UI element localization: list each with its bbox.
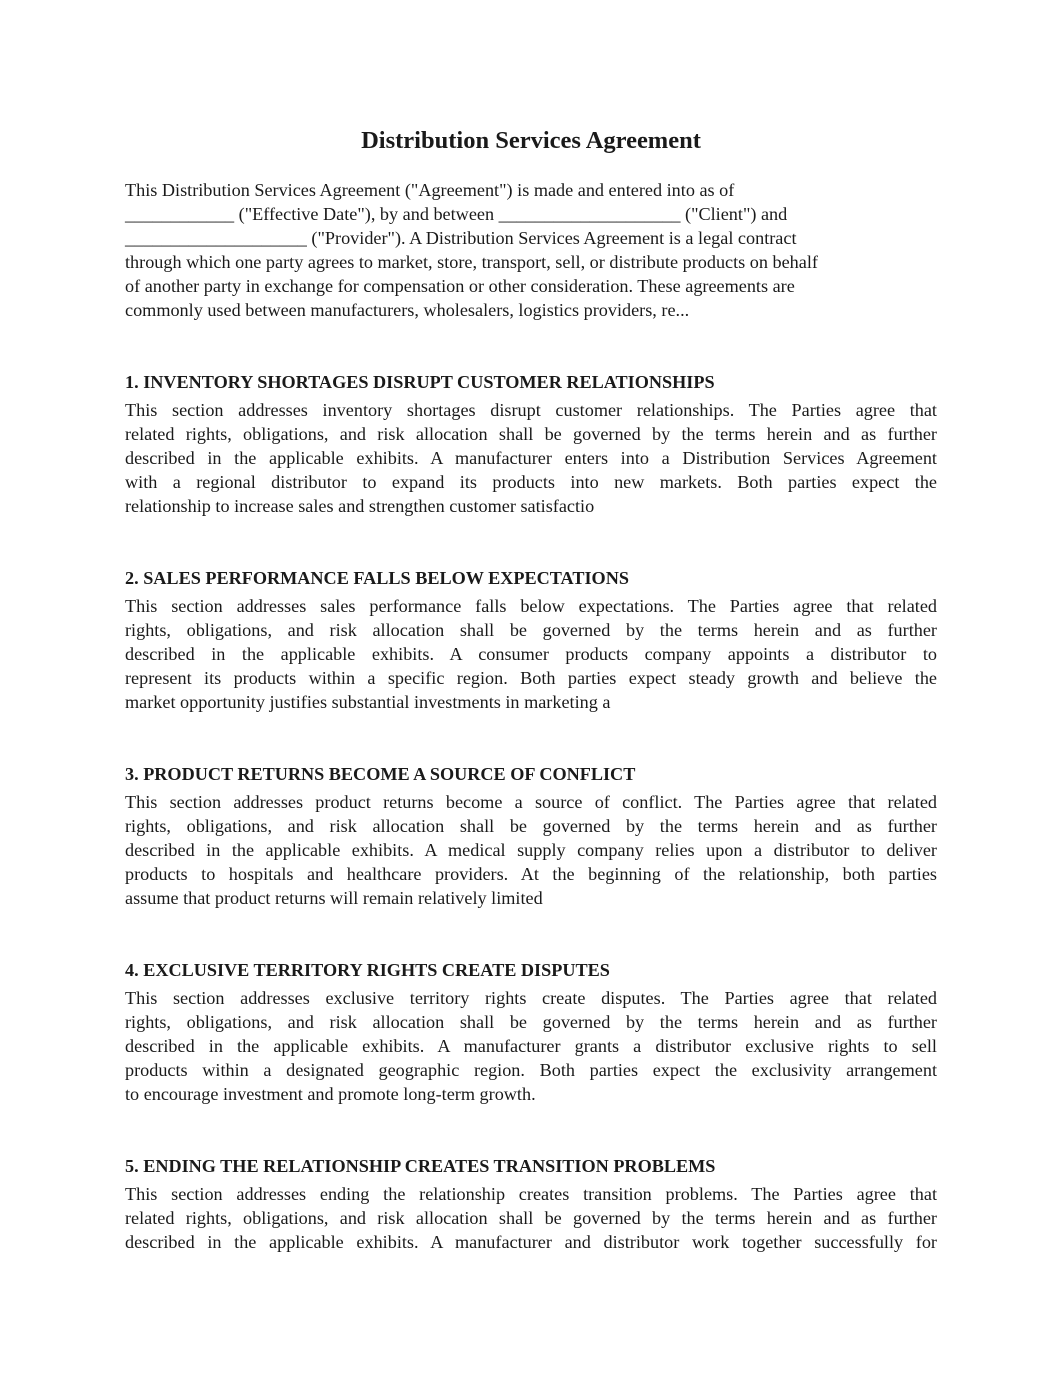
section-line: related rights, obligations, and risk allocation shall be governed by the terms herein and as further (125, 1208, 937, 1228)
intro-paragraph (125, 178, 937, 322)
section-line: with a regional distributor to expand its products into new markets. Both parties expect the (125, 472, 937, 492)
section-line: market opportunity justifies substantial investments in marketing a (125, 692, 611, 712)
section-line: to encourage investment and promote long-term growth. (125, 1084, 536, 1104)
section-line: This section addresses exclusive territory rights create disputes. The Parties agree that related (125, 988, 937, 1008)
section-line: described in the applicable exhibits. A medical supply company relies upon a distributor to deliver (125, 840, 937, 860)
intro-line: ____________ ("Effective Date"), by and between ____________________ ("Client") and (125, 204, 788, 224)
intro-line: of another party in exchange for compensation or other consideration. These agreements are (125, 276, 795, 296)
section-heading: 5. ENDING THE RELATIONSHIP CREATES TRANSITION PROBLEMS (125, 1156, 716, 1176)
section-line: This section addresses product returns become a source of conflict. The Parties agree that related (125, 792, 937, 812)
section-heading: 3. PRODUCT RETURNS BECOME A SOURCE OF CONFLICT (125, 764, 636, 784)
intro-line: ____________________ ("Provider"). A Distribution Services Agreement is a legal contract (125, 228, 797, 248)
section-line: products within a designated geographic region. Both parties expect the exclusivity arrangement (125, 1060, 937, 1080)
section-4 (125, 958, 937, 1106)
section-line: rights, obligations, and risk allocation shall be governed by the terms herein and as further (125, 816, 937, 836)
section-line: related rights, obligations, and risk allocation shall be governed by the terms herein and as further (125, 424, 937, 444)
section-line: This section addresses sales performance falls below expectations. The Parties agree that related (125, 596, 937, 616)
section-body (125, 594, 937, 714)
section-line: rights, obligations, and risk allocation shall be governed by the terms herein and as further (125, 620, 937, 640)
section-line: rights, obligations, and risk allocation shall be governed by the terms herein and as further (125, 1012, 937, 1032)
document-content (125, 124, 937, 1254)
section-line: described in the applicable exhibits. A manufacturer grants a distributor exclusive rights to sell (125, 1036, 937, 1056)
section-heading: 4. EXCLUSIVE TERRITORY RIGHTS CREATE DISPUTES (125, 960, 610, 980)
section-heading: 1. INVENTORY SHORTAGES DISRUPT CUSTOMER RELATIONSHIPS (125, 372, 715, 392)
section-2 (125, 566, 937, 714)
section-line: relationship to increase sales and strengthen customer satisfactio (125, 496, 595, 516)
section-line: described in the applicable exhibits. A consumer products company appoints a distributor to (125, 644, 937, 664)
section-line: described in the applicable exhibits. A manufacturer and distributor work together successfully for (125, 1232, 937, 1252)
section-1 (125, 370, 937, 518)
intro-line: through which one party agrees to market, store, transport, sell, or distribute products on behalf (125, 252, 818, 272)
intro-line: commonly used between manufacturers, wholesalers, logistics providers, re... (125, 300, 690, 320)
section-line: assume that product returns will remain relatively limited (125, 888, 543, 908)
section-line: This section addresses ending the relationship creates transition problems. The Parties agree that (125, 1184, 937, 1204)
section-body (125, 790, 937, 910)
section-line: described in the applicable exhibits. A manufacturer enters into a Distribution Services Agreement (125, 448, 937, 468)
section-body (125, 986, 937, 1106)
section-body (125, 1182, 937, 1254)
section-line: This section addresses inventory shortages disrupt customer relationships. The Parties agree that (125, 400, 937, 420)
section-3 (125, 762, 937, 910)
section-line: represent its products within a specific region. Both parties expect steady growth and believe the (125, 668, 937, 688)
document-title: Distribution Services Agreement (361, 127, 701, 154)
section-heading: 2. SALES PERFORMANCE FALLS BELOW EXPECTATIONS (125, 568, 629, 588)
section-body (125, 398, 937, 518)
section-line: products to hospitals and healthcare providers. At the beginning of the relationship, both parties (125, 864, 937, 884)
intro-line: This Distribution Services Agreement ("Agreement") is made and entered into as of (125, 180, 735, 200)
section-5 (125, 1154, 937, 1254)
